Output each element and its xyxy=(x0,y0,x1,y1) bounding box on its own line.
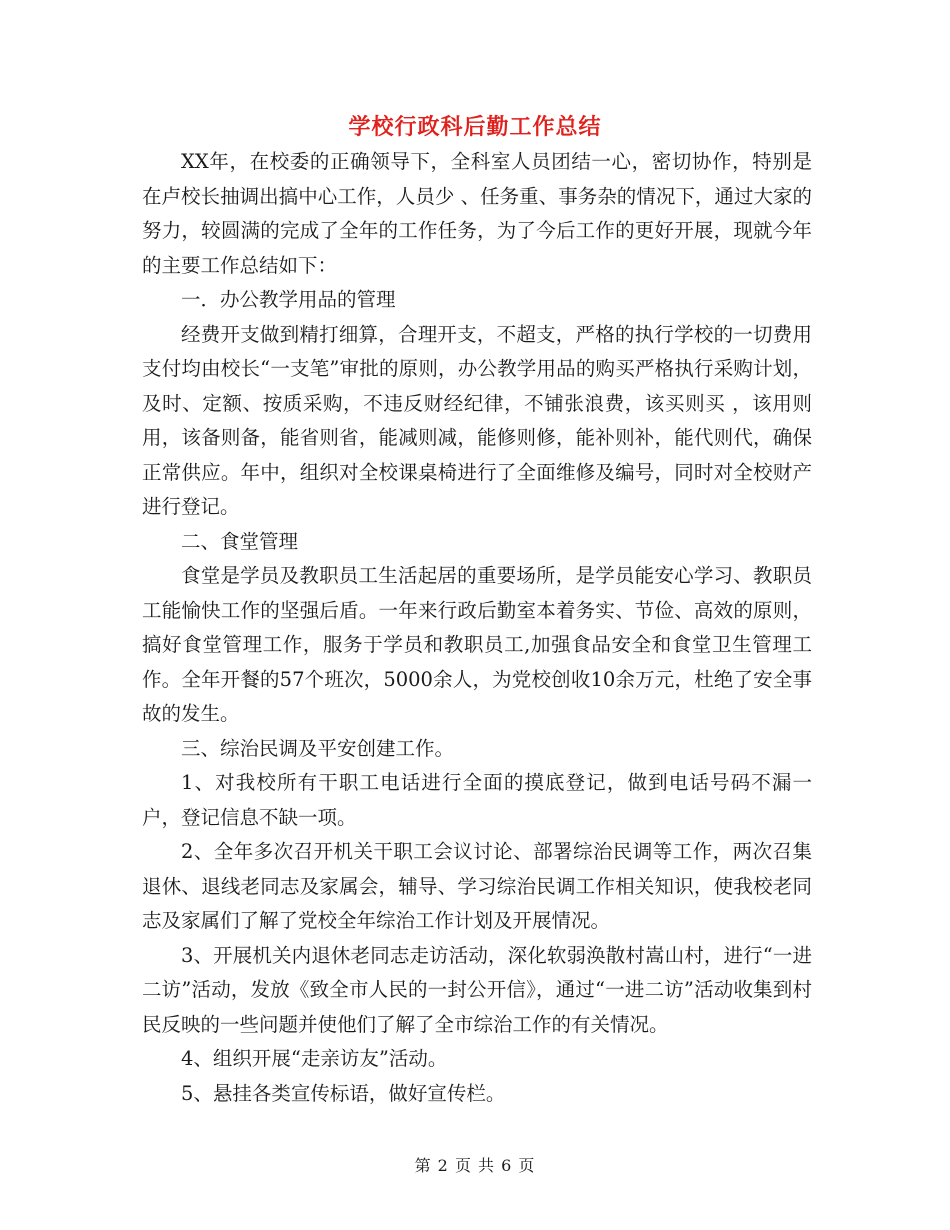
section-heading-canteen: 二、食堂管理 xyxy=(181,529,299,553)
list-item-4: 4、组织开展“走亲访友”活动。 xyxy=(181,1047,448,1070)
list-item-1: 1、对我校所有干职工电话进行全面的摸底登记，做到电话号码不漏一户，登记信息不缺一项。 xyxy=(142,771,812,829)
section-heading-office-supplies: 一．办公教学用品的管理 xyxy=(181,288,396,311)
section-heading-safety: 三、综治民调及平安创建工作。 xyxy=(181,736,455,760)
paragraph-office-supplies: 经费开支做到精打细算，合理开支，不超支，严格的执行学校的一切费用支付均由校长“一支笔”审批的原则，办公教学用品的购买严格执行采购计划，及时、定额、按质采购，不违反财经纪律，不铺张浪费，该买则买 ，该用则用，该备则备，能省则省，能减则减，能修则修，能补则补，能代则代，确保正常供应。年中，组织对全校课桌椅进行了全面维修及编号，同时对全校财产进行登记。 xyxy=(142,322,812,518)
list-item-3: 3、开展机关内退休老同志走访活动，深化软弱涣散村嵩山村，进行“一进二访”活动，发放《致全市人民的一封公开信》，通过“一进二访”活动收集到村民反映的一些问题并使他们了解了全市综治工作的有关情况。 xyxy=(142,943,812,1036)
document-title: 学校行政科后勤工作总结 xyxy=(348,115,602,140)
paragraph-intro: XX年，在校委的正确领导下，全科室人员团结一心，密切协作，特别是在卢校长抽调出搞中心工作，人员少 、任务重、事务杂的情况下，通过大家的努力，较圆满的完成了全年的工作任务，为了今后工作的更好开展，现就今年的主要工作总结如下： xyxy=(142,150,812,277)
list-item-5: 5、悬挂各类宣传标语，做好宣传栏。 xyxy=(181,1081,506,1105)
document-body xyxy=(142,145,812,1111)
paragraph-canteen: 食堂是学员及教职员工生活起居的重要场所，是学员能安心学习、教职员工能愉快工作的坚强后盾。一年来行政后勤室本着务实、节俭、高效的原则，搞好食堂管理工作，服务于学员和教职员工,加强食品安全和食堂卫生管理工作。全年开餐的57个班次，5000余人，为党校创收10余万元，杜绝了安全事故的发生。 xyxy=(142,564,812,725)
list-item-2: 2、全年多次召开机关干职工会议讨论、部署综治民调等工作，两次召集退休、退线老同志及家属会，辅导、学习综治民调工作相关知识，使我校老同志及家属们了解了党校全年综治工作计划及开展情况。 xyxy=(142,840,812,932)
page-footer: 第 2 页 共 6 页 xyxy=(414,1156,536,1175)
